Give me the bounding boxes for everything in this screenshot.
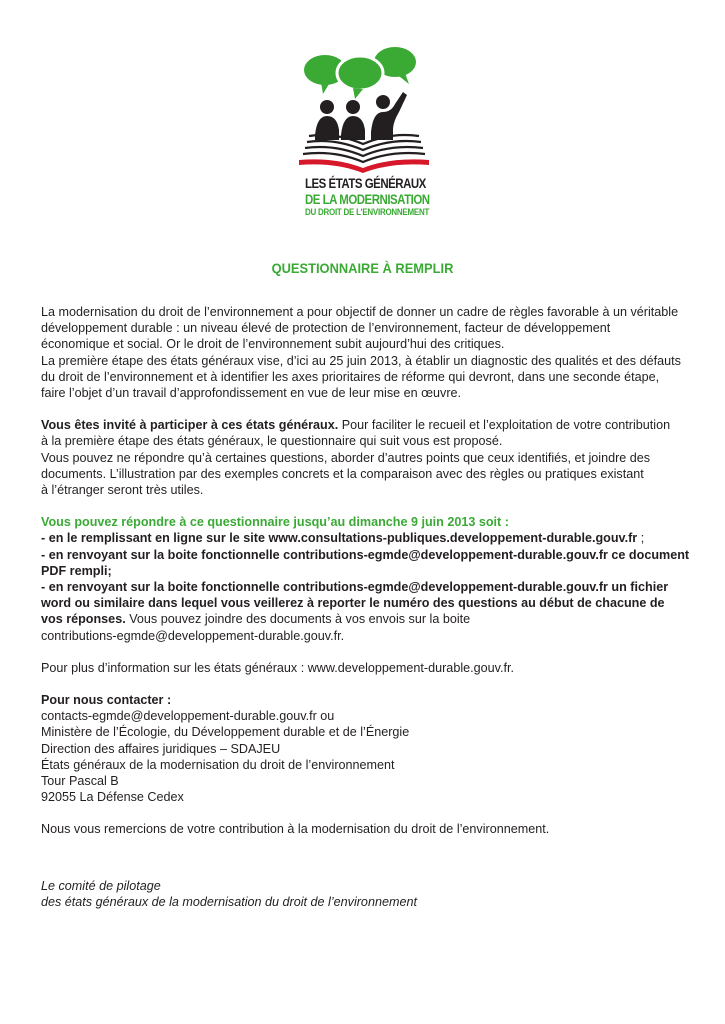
invite-rest: Pour faciliter le recueil et l’exploitation de votre contribution: [338, 418, 671, 433]
option-3-line: [41, 611, 691, 627]
option-2-line: - en renvoyant sur la boite fonctionnelle contributions-egmde@developpement-durable.gouv.fr ce document: [41, 547, 690, 562]
intro-line: du droit de l’environnement et à identifier les axes prioritaires de réforme qui devront, dans une seconde étape,: [41, 369, 660, 384]
option-3-bold: vos réponses.: [41, 612, 126, 627]
option-3-line: word ou similaire dans lequel vous veillerez à reporter le numéro des questions au début de chacune de: [41, 596, 665, 611]
invite-line: Vous pouvez ne répondre qu’à certaines questions, aborder d’autres points que ceux identifiés, et joindre des: [41, 450, 651, 465]
signature-line: Le comité de pilotage: [41, 878, 161, 893]
option-1-rest: ;: [637, 531, 645, 546]
option-3-line: contributions-egmde@developpement-durable.gouv.fr.: [41, 628, 345, 643]
contact-line: contacts-egmde@developpement-durable.gouv.fr ou: [41, 709, 335, 724]
signature-line: des états généraux de la modernisation du droit de l’environnement: [41, 894, 417, 909]
document-body: [41, 304, 691, 910]
option-3-rest: Vous pouvez joindre des documents à vos envois sur la boite: [125, 612, 471, 627]
contact-line: États généraux de la modernisation du droit de l’environnement: [41, 757, 395, 772]
speech-bubble-icon: [337, 56, 383, 90]
thanks-line: Nous vous remercions de votre contribution à la modernisation du droit de l’environnement.: [41, 822, 550, 837]
logo-line-1: LES ÉTATS GÉNÉRAUX: [305, 175, 426, 191]
contact-line: Tour Pascal B: [41, 774, 119, 789]
intro-line: développement durable : un niveau élevé de protection de l’environnement, facteur de développement: [41, 321, 611, 336]
info-line: Pour plus d’information sur les états généraux : www.developpement-durable.gouv.fr.: [41, 660, 514, 675]
people-icon: [315, 92, 407, 140]
contact-line: Direction des affaires juridiques – SDAJEU: [41, 741, 281, 756]
contact-heading: Pour nous contacter :: [41, 693, 172, 708]
option-1: [41, 530, 691, 546]
intro-line: économique et social. Or le droit de l’environnement subit aujourd’hui des critiques.: [41, 337, 505, 352]
intro-line: La modernisation du droit de l’environnement a pour objectif de donner un cadre de règles favorable à un véritable: [41, 305, 679, 319]
intro-line: faire l’objet d’un travail d’approfondissement en vue de leur mise en œuvre.: [41, 386, 462, 401]
logo-line-2: DE LA MODERNISATION: [305, 191, 430, 207]
contact-line: 92055 La Défense Cedex: [41, 790, 184, 805]
option-2-line: PDF rempli;: [41, 563, 112, 578]
option-3-line: - en renvoyant sur la boite fonctionnelle contributions-egmde@developpement-durable.gouv.fr un fichier: [41, 580, 669, 595]
invite-bold: Vous êtes invité à participer à ces états généraux.: [41, 418, 339, 433]
logo-line-3: DU DROIT DE L'ENVIRONNEMENT: [305, 207, 430, 218]
invite-line: à l’étranger seront très utiles.: [41, 483, 204, 498]
invite-paragraph: [41, 417, 691, 433]
logo-text: [305, 176, 435, 218]
invite-line: documents. L’illustration par des exemples concrets et la comparaison avec des règles ou pratiques existant: [41, 466, 644, 481]
contact-line: Ministère de l’Écologie, du Développement durable et de l’Énergie: [41, 725, 410, 740]
option-1-bold: - en le remplissant en ligne sur le site www.consultations-publiques.developpement-durable.gouv.fr: [41, 531, 638, 546]
deadline-heading: Vous pouvez répondre à ce questionnaire jusqu’au dimanche 9 juin 2013 soit :: [41, 515, 509, 530]
intro-line: La première étape des états généraux vise, d’ici au 25 juin 2013, à établir un diagnostic des qualités et des défauts: [41, 353, 681, 368]
page-title: QUESTIONNAIRE À REMPLIR: [271, 260, 454, 276]
logo-graphic: [295, 40, 435, 175]
invite-line: à la première étape des états généraux, le questionnaire qui suit vous est proposé.: [41, 434, 503, 449]
